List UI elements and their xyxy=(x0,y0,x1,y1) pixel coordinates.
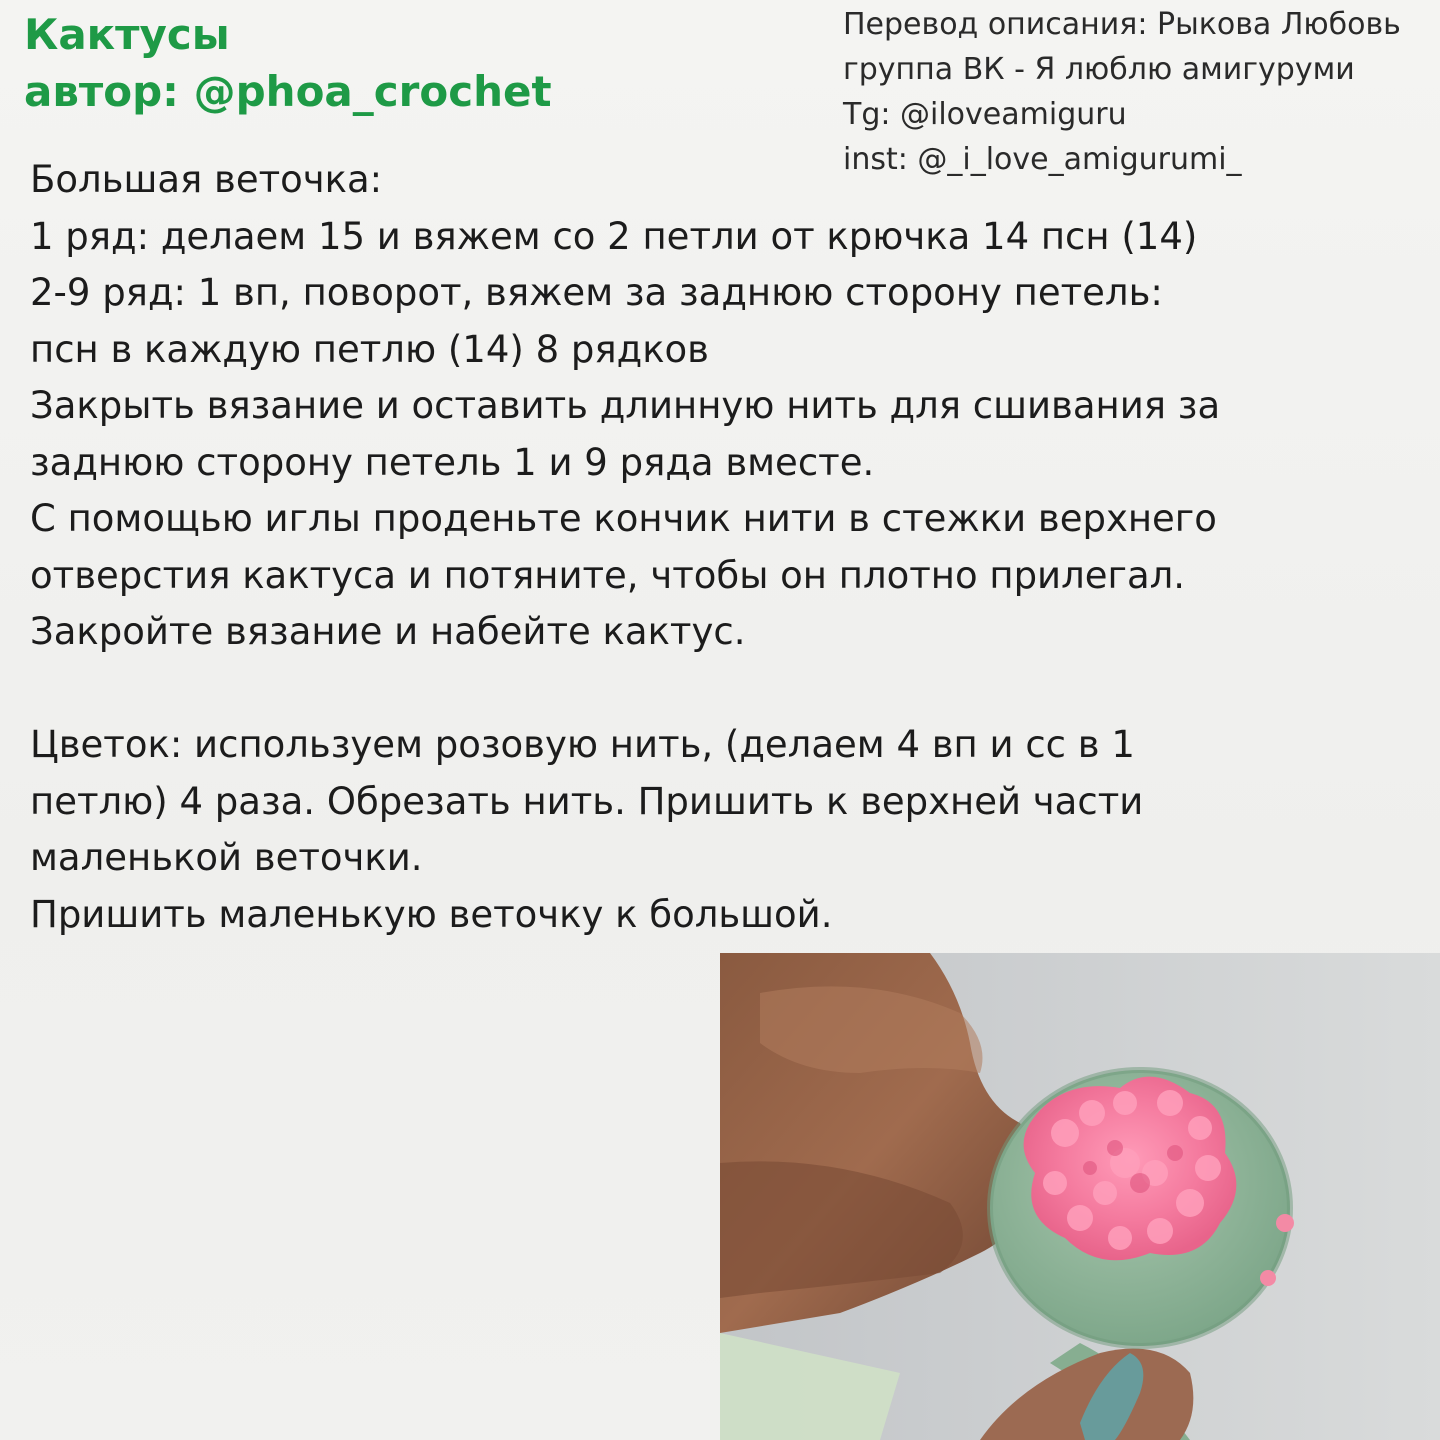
instruction-line: Закрыть вязание и оставить длинную нить для сшивания за xyxy=(30,384,1221,427)
title-block xyxy=(24,6,552,120)
author-line: автор: @phoa_crochet xyxy=(24,67,552,116)
flower-instruction-line: Пришить маленькую веточку к большой. xyxy=(30,892,833,936)
flower-instruction-line: маленькой веточки. xyxy=(30,836,423,879)
instruction-line: заднюю сторону петель 1 и 9 ряда вместе. xyxy=(30,440,875,484)
crochet-flower-illustration xyxy=(720,953,1440,1440)
translator-line: Перевод описания: Рыкова Любовь xyxy=(843,7,1401,42)
big-branch-heading: Большая веточка: xyxy=(30,158,383,201)
vk-group-line: группа ВК - Я люблю амигуруми xyxy=(843,52,1355,87)
instruction-line: Закройте вязание и набейте кактус. xyxy=(30,610,746,653)
pink-bud-icon xyxy=(1276,1214,1294,1232)
instagram-line: inst: @_i_love_amigurumi_ xyxy=(843,142,1242,177)
instruction-line: отверстия кактуса и потяните, чтобы он плотно прилегал. xyxy=(30,553,1186,597)
instructions-text xyxy=(30,152,1420,943)
instruction-line: С помощью иглы проденьте кончик нити в стежки верхнего xyxy=(30,497,1217,540)
pink-bud-icon xyxy=(1260,1270,1276,1286)
telegram-line: Tg: @iloveamiguru xyxy=(843,97,1127,132)
paragraph-gap xyxy=(30,661,1420,718)
instruction-line: 1 ряд: делаем 15 и вяжем со 2 петли от крючка 14 псн (14) xyxy=(30,214,1198,258)
instruction-line: 2-9 ряд: 1 вп, поворот, вяжем за заднюю сторону петель: xyxy=(30,271,1163,314)
page-title: Кактусы xyxy=(24,10,230,59)
crochet-flower-photo xyxy=(720,953,1440,1440)
instruction-line: псн в каждую петлю (14) 8 рядков xyxy=(30,327,709,371)
flower-instruction-line: петлю) 4 раза. Обрезать нить. Пришить к верхней части xyxy=(30,779,1144,823)
flower-instruction-line: Цветок: используем розовую нить, (делаем 4 вп и сс в 1 xyxy=(30,723,1135,766)
